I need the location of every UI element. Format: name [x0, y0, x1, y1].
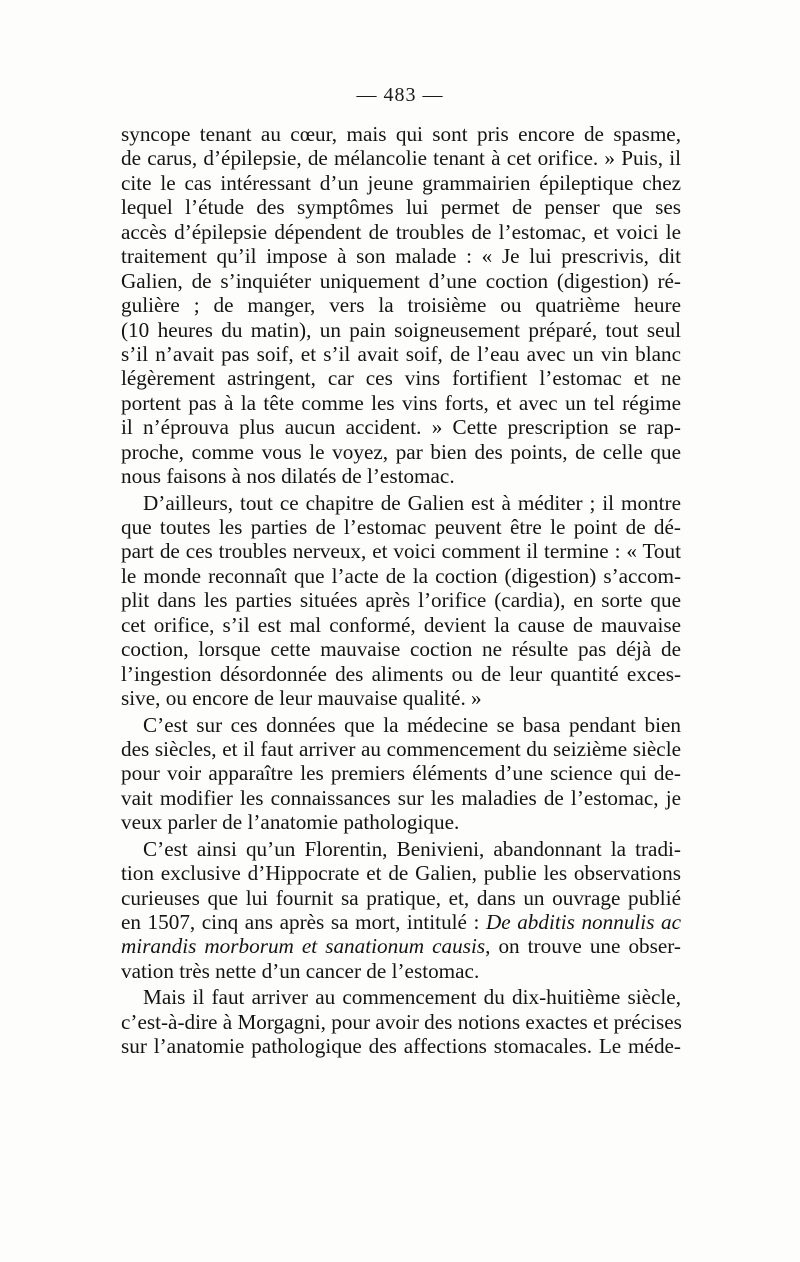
- text-line: [121, 910, 681, 934]
- text-line: des siècles, et il faut arriver au commencement du seizième siècle: [121, 736, 681, 761]
- text-line: gulière ; de manger, vers la troisième ou quatrième heure: [121, 293, 681, 318]
- text-line: D’ailleurs, tout ce chapitre de Galien est à méditer ; il montre: [143, 490, 681, 515]
- book-title-part: De abditis nonnulis ac: [485, 910, 681, 934]
- text-line: portent pas à la tête comme les vins forts, et avec un tel régime: [121, 390, 681, 415]
- text-line: pour voir apparaître les premiers éléments d’une science qui de-: [121, 761, 681, 786]
- text-line: plit dans les parties situées après l’orifice (cardia), en sorte que: [121, 588, 681, 613]
- text-line: [121, 934, 681, 958]
- book-title-part: mirandis morborum et sanationum causis: [121, 934, 486, 959]
- text-line: accès d’épilepsie dépendent de troubles de l’estomac, et voici le: [121, 219, 681, 244]
- text-line: C’est ainsi qu’un Florentin, Benivieni, abandonnant la tradi-: [143, 836, 681, 861]
- text-line: part de ces troubles nerveux, et voici comment il termine : « Tout: [121, 539, 681, 564]
- text-line: Galien, de s’inquiéter uniquement d’une coction (digestion) ré-: [121, 268, 681, 293]
- page-number: — 483 —: [356, 84, 444, 106]
- text-line: vait modifier les connaissances sur les maladies de l’estomac, je: [121, 785, 681, 810]
- text-line: proche, comme vous le voyez, par bien des points, de celle que: [121, 439, 681, 464]
- text-line: s’il n’avait pas soif, et s’il avait soif, de l’eau avec un vin blanc: [121, 341, 681, 366]
- paragraph-3: [121, 713, 681, 835]
- text-line: traitement qu’il impose à son malade : « Je lui prescrivis, dit: [121, 244, 681, 269]
- text-line: vation très nette d’un cancer de l’estomac.: [121, 958, 480, 983]
- text-line: cite le cas intéressant d’un jeune grammairien épileptique chez: [121, 170, 681, 195]
- text-line: de carus, d’épilepsie, de mélancolie tenant à cet orifice. » Puis, il: [121, 146, 681, 171]
- text-line: que toutes les parties de l’estomac peuvent être le point de dé-: [121, 515, 681, 539]
- text-fragment: , on trouve une obser-: [485, 934, 681, 959]
- body-text: [121, 122, 681, 1059]
- text-line: sur l’anatomie pathologique des affections stomacales. Le méde-: [121, 1034, 681, 1059]
- paragraph-1: [121, 122, 681, 489]
- text-line: légèrement astringent, car ces vins fortifient l’estomac et ne: [121, 366, 681, 391]
- text-line: l’ingestion désordonnée des aliments ou de leur quantité exces-: [121, 661, 681, 686]
- text-line: c’est-à-dire à Morgagni, pour avoir des notions exactes et précises: [121, 1009, 682, 1034]
- text-line: sive, ou encore de leur mauvaise qualité. »: [121, 686, 482, 711]
- text-line: (10 heures du matin), un pain soigneusement préparé, tout seul: [121, 317, 681, 342]
- text-fragment: en 1507, cinq ans après sa mort, intitulé :: [121, 910, 486, 934]
- text-line: Mais il faut arriver au commencement du dix-huitième siècle,: [143, 985, 681, 1010]
- paragraph-4: [121, 837, 681, 984]
- text-line: cet orifice, s’il est mal conformé, devient la cause de mauvaise: [121, 612, 681, 637]
- text-line: coction, lorsque cette mauvaise coction ne résulte pas déjà de: [121, 637, 681, 662]
- text-line: veux parler de l’anatomie pathologique.: [121, 810, 460, 835]
- paragraph-5: [121, 985, 681, 1058]
- paragraph-2: [121, 491, 681, 711]
- text-line: le monde reconnaît que l’acte de la coction (digestion) s’accom-: [121, 563, 681, 588]
- text-line: nous faisons à nos dilatés de l’estomac.: [121, 464, 455, 489]
- text-line: il n’éprouva plus aucun accident. » Cette prescription se rap-: [121, 415, 681, 440]
- text-line: tion exclusive d’Hippocrate et de Galien, publie les observations: [121, 861, 681, 886]
- text-line: C’est sur ces données que la médecine se basa pendant bien: [143, 712, 681, 737]
- text-line: syncope tenant au cœur, mais qui sont pris encore de spasme,: [121, 122, 681, 146]
- text-line: curieuses que lui fournit sa pratique, et, dans un ouvrage publié: [121, 885, 681, 910]
- text-line: lequel l’étude des symptômes lui permet de penser que ses: [121, 195, 681, 220]
